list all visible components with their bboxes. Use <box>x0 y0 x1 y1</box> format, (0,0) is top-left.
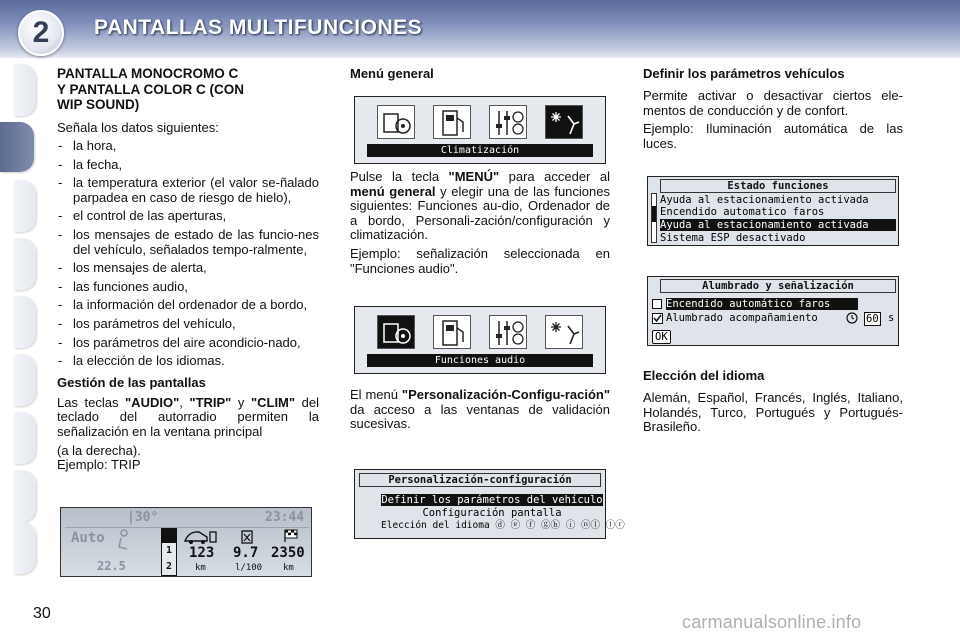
time-value-field: 60 <box>866 313 879 325</box>
trip-computer-icon <box>433 315 471 349</box>
subheading: Gestión de las pantallas <box>57 374 206 390</box>
list-row: Ayuda al estacionamiento activada <box>660 194 869 206</box>
screen-title: Personalización-configuración <box>359 473 601 487</box>
climate-icon <box>545 105 583 139</box>
seat-icon <box>113 529 131 555</box>
list-row: Sistema ESP desactivado <box>660 232 806 244</box>
list-item: - los mensajes de estado de las funcio-nes del vehículo, señalados tempo-ralmente, <box>57 228 319 257</box>
list-row-selected: Definir los parámetros del vehículo <box>381 494 603 506</box>
heading-line: PANTALLA MONOCROMO C <box>57 66 239 81</box>
text-span: del teclado del autorradio permiten la señalización en la ventana principal <box>57 394 319 439</box>
heading-line: Y PANTALLA COLOR C (CON <box>57 81 244 97</box>
description-paragraph: Permite activar o desactivar ciertos ele-mentos de conducción y de confort. <box>643 88 903 118</box>
chapter-tab <box>14 470 36 522</box>
heading-line: WIP SOUND) <box>57 97 140 112</box>
example-paragraph: Ejemplo: señalización seleccionada en "Funciones audio". <box>350 245 610 276</box>
checkbox-checked-icon <box>652 313 663 324</box>
chapter-tab <box>14 412 36 464</box>
scrollbar-thumb <box>652 206 656 222</box>
alumbrado-screen <box>647 276 899 346</box>
list-item: - el control de las aperturas, <box>57 209 319 224</box>
ok-button: OK <box>652 330 671 344</box>
text-span: El menú <box>350 387 398 402</box>
list-row-selected: Ayuda al estacionamiento activada <box>660 219 896 231</box>
language-list: Alemán, Español, Francés, Inglés, Italiano, Holandés, Turco, Portugués y Portugués-Brasileño. <box>643 390 903 435</box>
chapter-number-badge: 2 <box>18 10 64 56</box>
car-icon <box>162 529 176 543</box>
list-row: Configuración pantalla <box>422 507 562 519</box>
key-label: "AUDIO" <box>125 394 180 410</box>
list-item: - los mensajes de alerta, <box>57 261 319 276</box>
scrollbar <box>651 193 657 243</box>
settings-sliders-icon <box>489 105 527 139</box>
page-number: 30 <box>33 605 51 622</box>
text-span: Pulse la tecla <box>350 169 440 184</box>
list-item: - la hora, <box>57 139 319 154</box>
column-right <box>643 66 903 151</box>
trip-unit-1: km <box>195 563 206 573</box>
text-span: Las teclas <box>57 394 119 410</box>
personalization-text <box>350 388 610 432</box>
section-heading: Menú general <box>350 66 434 81</box>
menu-screen-funciones-audio <box>354 306 606 374</box>
audio-icon <box>377 105 415 139</box>
menu-paragraph <box>350 170 610 243</box>
trip-unit-3: km <box>283 563 294 573</box>
list-row: Elección del idioma ⓓ ⓔ ⓕ ⓖⓑ ⓘ ⓝⓛ ⓣⓡ <box>381 520 625 531</box>
list-item: - los parámetros del vehículo, <box>57 317 319 332</box>
section-heading: Definir los parámetros vehículos <box>643 66 845 81</box>
menu-selection-label: Climatización <box>367 144 593 157</box>
watermark: carmanualsonline.info <box>682 612 862 632</box>
settings-sliders-icon <box>489 315 527 349</box>
trip-unit-2: l/100 <box>235 563 263 573</box>
chapter-tabs <box>0 64 38 574</box>
checkbox-unchecked <box>652 299 662 309</box>
list-item: - la fecha, <box>57 158 319 173</box>
key-label: "Personalización-Configu-ración" <box>401 387 610 402</box>
text-span: y elegir una de las funciones siguientes: Funciones au-dio, Ordenador de a bordo, Personali-zación/configuración y climatización. <box>350 183 610 243</box>
fuel-consumption-icon <box>241 530 253 544</box>
list-row-selected: Encendido automático faros <box>666 298 858 310</box>
chapter-tab <box>14 180 36 232</box>
estado-funciones-screen <box>647 176 899 246</box>
chapter-tab <box>14 354 36 406</box>
key-label: "MENÚ" <box>448 169 500 184</box>
page-header <box>0 0 960 58</box>
trip-tab-1: 1 <box>166 545 173 556</box>
trip-computer-icon <box>433 105 471 139</box>
paren-text: (a la derecha). <box>57 442 141 458</box>
page-title: PANTALLAS MULTIFUNCIONES <box>94 16 423 39</box>
personalization-screen <box>354 469 625 539</box>
chapter-tab <box>14 296 36 348</box>
list-item: - la temperatura exterior (el valor se-ñalado parpadea en caso de riesgo de hielo), <box>57 176 319 205</box>
section-heading: Elección del idioma <box>643 368 765 383</box>
temp-bottom: 22.5 <box>97 559 126 573</box>
list-item: - los parámetros del aire acondicio-nado, <box>57 336 319 351</box>
temp-top: |30° <box>127 510 159 525</box>
text-span: da acceso a las ventanas de validación sucesivas. <box>350 401 610 432</box>
chapter-tab <box>14 238 36 290</box>
list-item: - las funciones audio, <box>57 280 319 295</box>
checkered-flag-icon <box>283 529 299 543</box>
text-span: para acceder al <box>508 169 610 184</box>
list-row: Encendido automatico faros <box>660 206 825 218</box>
key-label: "TRIP" <box>189 394 232 410</box>
trip-value-3: 2350 <box>271 545 305 561</box>
list-item: - la elección de los idiomas. <box>57 354 319 369</box>
feature-list <box>57 139 319 369</box>
intro-text: Señala los datos siguientes: <box>57 119 219 135</box>
trip-tab-2: 2 <box>166 561 173 572</box>
climate-icon <box>545 315 583 349</box>
trip-tabs <box>161 528 177 576</box>
trip-value-1: 123 <box>189 545 215 561</box>
example-text: Ejemplo: TRIP <box>57 457 141 473</box>
clock-display: 23:44 <box>265 510 305 525</box>
keys-paragraph <box>57 396 319 440</box>
column-left <box>57 66 319 473</box>
audio-icon <box>377 315 415 349</box>
list-item: - la información del ordenador de a bordo, <box>57 298 319 313</box>
list-row: Alumbrado acompañamiento <box>666 312 818 324</box>
timer-icon <box>846 312 858 324</box>
chapter-tab-active <box>0 122 34 172</box>
menu-screen-climatizacion <box>354 96 606 164</box>
key-label: "CLIM" <box>250 394 296 410</box>
key-label: menú general <box>350 183 436 199</box>
chapter-tab <box>14 522 36 574</box>
range-icon <box>183 529 217 545</box>
personalization-paragraph <box>350 388 610 432</box>
language-section <box>643 368 903 435</box>
trip-value-2: 9.7 <box>233 545 259 561</box>
time-unit: s <box>888 312 895 324</box>
screen-title: Estado funciones <box>660 179 896 193</box>
section-heading <box>57 66 319 113</box>
example-paragraph: Ejemplo: Iluminación automática de las luces. <box>643 121 903 151</box>
chapter-tab <box>14 64 36 116</box>
menu-selection-label: Funciones audio <box>367 354 593 367</box>
text-span: , <box>179 394 183 410</box>
menu-instructions <box>350 170 610 276</box>
auto-label: Auto <box>71 530 105 546</box>
column-middle <box>350 66 610 81</box>
screen-title: Alumbrado y señalización <box>660 279 896 293</box>
text-span: y <box>237 394 245 410</box>
trip-display-screen <box>60 507 312 577</box>
